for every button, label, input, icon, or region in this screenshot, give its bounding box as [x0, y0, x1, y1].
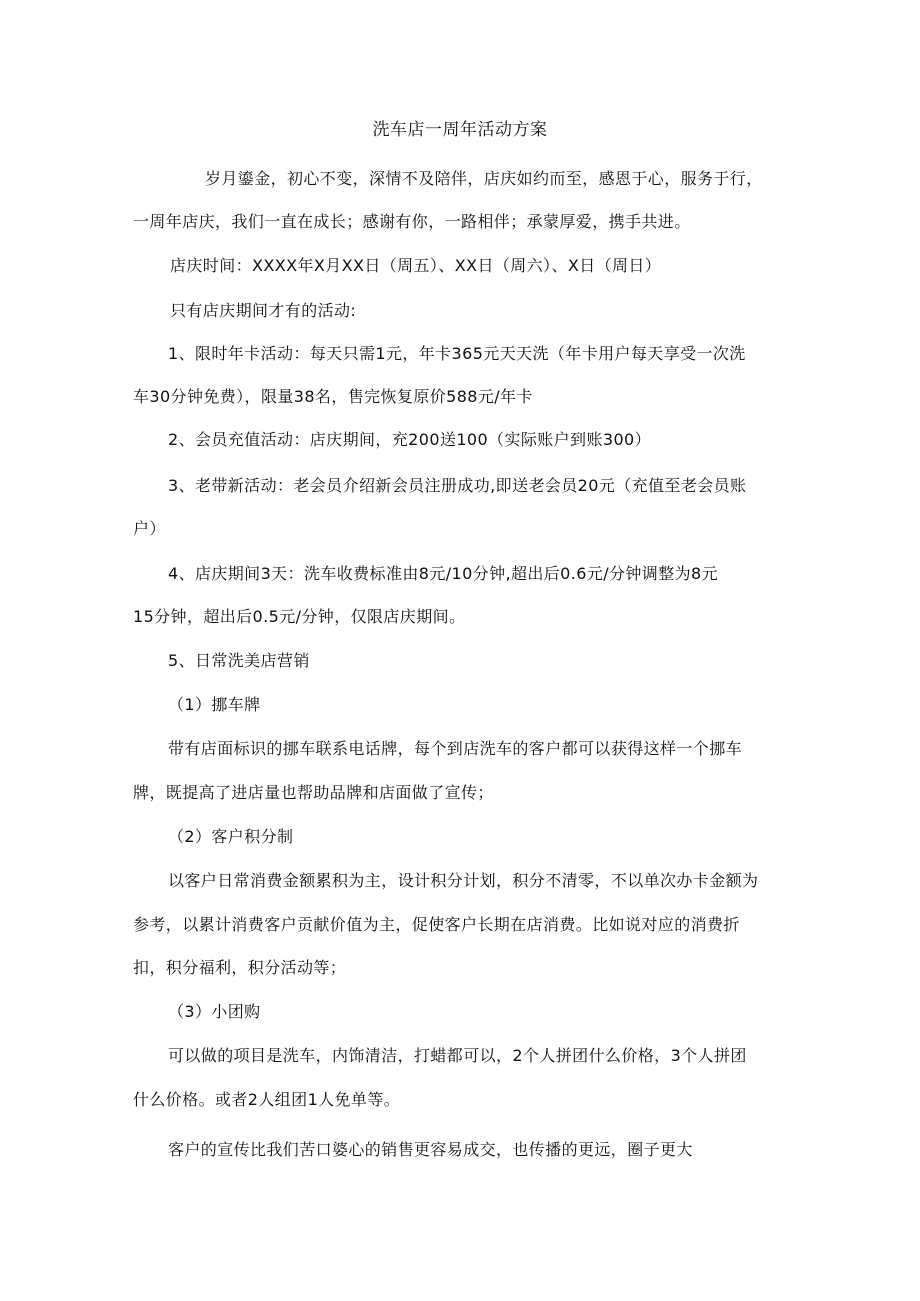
sub-2-line-1: 以客户日常消费金额累积为主，设计积分计划，积分不清零，不以单次办卡金额为: [168, 871, 759, 890]
event-time: 店庆时间：XXXX年X月XX日（周五）、XX日（周六）、X日（周日）: [170, 256, 662, 275]
sub-1-heading: （1）挪车牌: [168, 695, 261, 714]
sub-3-heading: （3）小团购: [168, 1002, 261, 1021]
item-4-line-1: 4、店庆期间3天：洗车收费标准由8元/10分钟,超出后0.6元/分钟调整为8元: [168, 564, 718, 583]
intro-line-2: 一周年店庆，我们一直在成长；感谢有你，一路相伴；承蒙厚爱，携手共进。: [133, 212, 691, 231]
sub-2-line-2: 参考，以累计消费客户贡献价值为主，促使客户长期在店消费。比如说对应的消费折: [133, 915, 740, 934]
only-during-heading: 只有店庆期间才有的活动:: [170, 301, 357, 320]
intro-line-1: 岁月鎏金，初心不变，深情不及陪伴，店庆如约而至，感恩于心，服务于行，: [205, 169, 763, 188]
item-1-line-1: 1、限时年卡活动：每天只需1元，年卡365元天天洗（年卡用户每天享受一次洗: [168, 344, 746, 363]
sub-2-heading: （2）客户积分制: [168, 827, 294, 846]
closing-line: 客户的宣传比我们苦口婆心的销售更容易成交，也传播的更远，圈子更大: [168, 1140, 693, 1159]
sub-1-line-2: 牌，既提高了进店量也帮助品牌和店面做了宣传；: [133, 783, 494, 802]
item-2: 2、会员充值活动：店庆期间，充200送100（实际账户到账300）: [168, 430, 651, 449]
item-3-line-2: 户）: [133, 519, 166, 538]
item-4-line-2: 15分钟，超出后0.5元/分钟，仅限店庆期间。: [133, 607, 466, 626]
sub-1-line-1: 带有店面标识的挪车联系电话牌，每个到店洗车的客户都可以获得这样一个挪车: [168, 739, 743, 758]
item-3-line-1: 3、老带新活动：老会员介绍新会员注册成功,即送老会员20元（充值至老会员账: [168, 476, 747, 495]
sub-3-line-2: 什么价格。或者2人组团1人免单等。: [133, 1090, 401, 1109]
sub-2-line-3: 扣，积分福利，积分活动等；: [133, 958, 347, 977]
item-1-line-2: 车30分钟免费），限量38名，售完恢复原价588元/年卡: [133, 387, 533, 406]
document-title: 洗车店一周年活动方案: [372, 120, 548, 140]
item-5: 5、日常洗美店营销: [168, 651, 310, 670]
sub-3-line-1: 可以做的项目是洗车，内饰清洁，打蜡都可以，2个人拼团什么价格，3个人拼团: [168, 1046, 747, 1065]
